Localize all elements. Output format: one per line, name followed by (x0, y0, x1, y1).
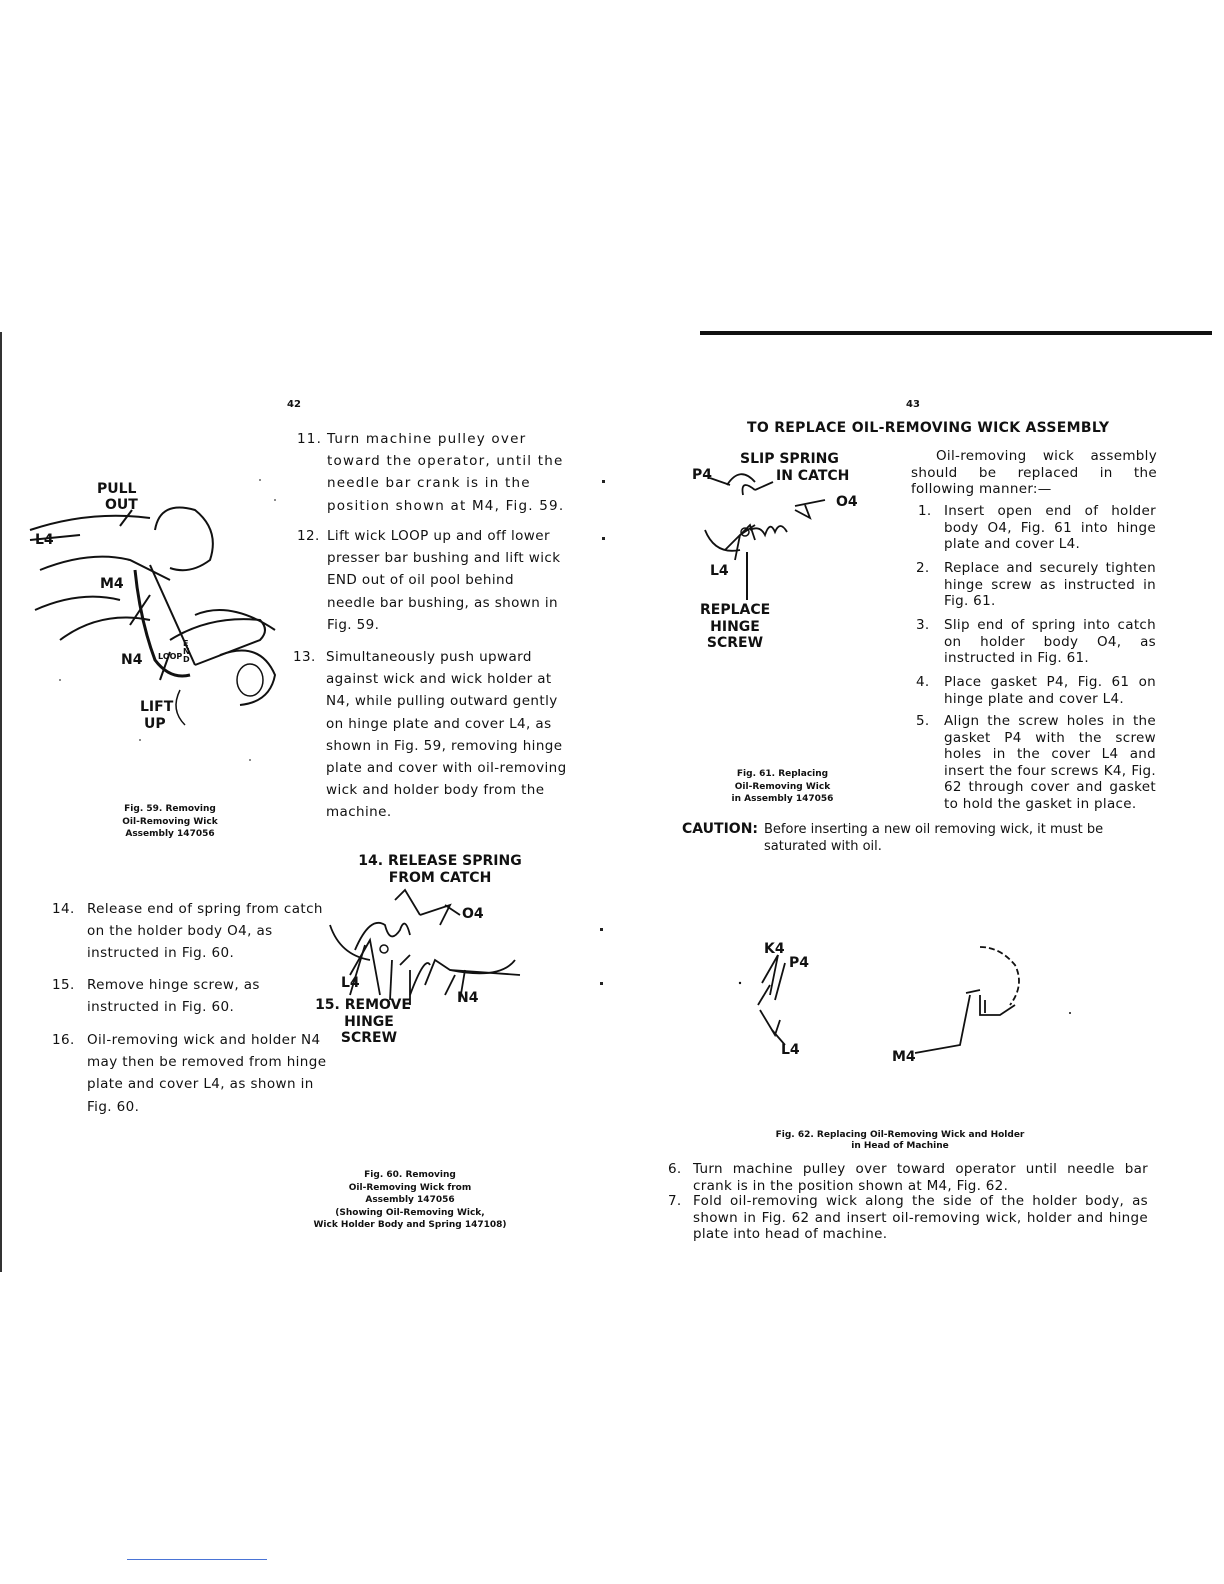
step-number: 6. (668, 1161, 682, 1177)
fig59-label-m4: M4 (100, 576, 124, 592)
step-5 (916, 713, 1156, 813)
fig59-caption-line: Assembly 147056 (125, 829, 215, 839)
fig59-label-lift: LIFT (140, 699, 174, 715)
step-text: Turn machine pulley over toward operator until needle bar crank is in the position shown at M4, Fig. 62. (693, 1161, 1148, 1194)
step-13 (293, 646, 568, 824)
fig60-caption-line: Wick Holder Body and Spring 147108) (313, 1220, 507, 1230)
fig62-label-l4: L4 (781, 1042, 800, 1058)
step-2 (916, 560, 1156, 610)
fig59-label-pull: PULL (97, 481, 137, 497)
fig62-label-k4: K4 (764, 941, 785, 957)
step-number: 12. (297, 528, 320, 544)
step-text: Insert open end of holder body O4, Fig. 61 into hinge plate and cover L4. (944, 503, 1156, 553)
fig61-label-o4: O4 (836, 494, 858, 510)
fig61-label-l4: L4 (710, 563, 729, 579)
step-3 (916, 617, 1156, 667)
fig60-caption (300, 1169, 520, 1232)
fig62-caption-line: in Head of Machine (851, 1141, 949, 1151)
fig59-label-l4: L4 (35, 532, 54, 548)
step-12 (297, 525, 565, 636)
step-text: Place gasket P4, Fig. 61 on hinge plate and cover L4. (944, 674, 1156, 707)
step-1 (918, 503, 1156, 553)
left-edge-line (0, 332, 2, 1272)
step-number: 15. (52, 977, 75, 993)
fig62-label-m4: M4 (892, 1049, 916, 1065)
fig60-label-n4: N4 (457, 990, 479, 1006)
fig60-caption-line: Assembly 147056 (365, 1195, 455, 1205)
step-number: 16. (52, 1032, 75, 1048)
step-text: Slip end of spring into catch on holder body O4, as instructed in Fig. 61. (944, 617, 1156, 667)
fig61-caption-line: in Assembly 147056 (731, 794, 834, 804)
step-text: Turn machine pulley over toward the operator, until the needle bar crank is in the position shown at M4, Fig. 59. (327, 431, 565, 514)
fig59-label-up: UP (144, 716, 166, 732)
step-4 (916, 674, 1156, 707)
page-number-right: 43 (906, 399, 920, 410)
fig61-label-replace (700, 602, 770, 652)
step-16 (52, 1029, 327, 1118)
step-14 (52, 898, 327, 965)
step-text: Simultaneously push upward against wick and wick holder at N4, while pulling outward gently on hinge plate and cover L4, as shown in Fig. 59, removing hinge plate and cover with oil-removing wick and holder body from the machine. (326, 649, 567, 821)
caution-text: Before inserting a new oil removing wick, it must be saturated with oil. (764, 822, 1104, 854)
top-rule (700, 331, 1212, 335)
fig60-label-l4: L4 (341, 975, 360, 991)
fig62-label-p4: P4 (789, 955, 810, 971)
fig60-caption-line: (Showing Oil-Removing Wick, (335, 1207, 485, 1218)
fig60-label-o4: O4 (462, 906, 484, 922)
fig59-caption-line: Fig. 59. Removing (124, 804, 216, 814)
fig60-label-release (340, 853, 540, 886)
step-number: 4. (916, 674, 930, 690)
step-text: Fold oil-removing wick along the side of the holder body, as shown in Fig. 62 and insert oil-removing wick, holder and hinge plate into head of machine. (693, 1193, 1148, 1243)
step-7 (668, 1193, 1148, 1243)
fig61-caption-line: Fig. 61. Replacing (736, 769, 829, 779)
step-text: Release end of spring from catch on the holder body O4, as instructed in Fig. 60. (87, 901, 323, 962)
label-line: HINGE (344, 1013, 394, 1030)
label-line: SLIP SPRING (740, 451, 839, 467)
fig61-caption (715, 768, 850, 806)
fig59-caption (100, 803, 240, 841)
fig61-label-p4: P4 (692, 467, 713, 483)
fig59-label-out: OUT (105, 497, 138, 513)
scan-mark (602, 537, 605, 540)
step-number: 5. (916, 713, 930, 729)
step-number: 3. (916, 617, 930, 633)
fig60-caption-line: Oil-Removing Wick from (348, 1182, 472, 1193)
step-number: 2. (916, 560, 930, 576)
label-line: SCREW (340, 1030, 398, 1046)
caution-note (682, 821, 1154, 855)
label-line: 15. REMOVE (315, 997, 411, 1013)
step-11 (297, 428, 567, 517)
step-text: Remove hinge screw, as instructed in Fig. 60. (87, 977, 260, 1016)
scan-mark (600, 928, 603, 931)
fig61-caption-line: Oil-Removing Wick (734, 781, 831, 792)
fig62-caption (760, 1130, 1040, 1152)
label-line: FROM CATCH (388, 869, 492, 886)
fig61-illustration (695, 467, 865, 610)
step-6 (668, 1161, 1148, 1194)
step-text: Align the screw holes in the gasket P4 with the screw holes in the cover L4 and insert the four screws K4, Fig. 62 through cover and gasket to hold the gasket in place. (944, 713, 1156, 812)
fig59-caption-line: Oil-Removing Wick (122, 816, 218, 827)
page-number-left: 42 (287, 399, 301, 410)
fig62-caption-line: Fig. 62. Replacing Oil-Removing Wick and Holder (775, 1130, 1025, 1140)
step-15 (52, 974, 327, 1018)
step-text: Replace and securely tighten hinge screw as instructed in Fig. 61. (944, 560, 1156, 610)
caution-label: CAUTION: (682, 821, 759, 837)
label-line: IN CATCH (776, 467, 850, 484)
step-text: Lift wick LOOP up and off lower presser bar bushing and lift wick END out of oil pool behind needle bar bushing, as shown in Fig. 59. (327, 528, 561, 633)
step-number: 1. (918, 503, 932, 519)
label-line: HINGE (710, 618, 760, 635)
fig59-label-loop: LOOP (158, 652, 183, 661)
label-line: REPLACE (700, 602, 771, 618)
label-line: SCREW (706, 635, 764, 651)
fig59-label-n4: N4 (121, 652, 143, 668)
fig59-label-end: END (183, 639, 190, 664)
step-number: 14. (52, 901, 75, 917)
scan-mark (600, 982, 603, 985)
fig60-caption-line: Fig. 60. Removing (364, 1170, 456, 1180)
step-number: 11. (297, 431, 323, 447)
scan-mark (602, 480, 605, 483)
label-line: 14. RELEASE SPRING (358, 853, 522, 869)
section-title: TO REPLACE OIL-REMOVING WICK ASSEMBLY (747, 420, 1110, 436)
step-number: 7. (668, 1193, 682, 1209)
step-text: Oil-removing wick and holder N4 may then be removed from hinge plate and cover L4, as shown in Fig. 60. (87, 1032, 327, 1115)
step-number: 13. (293, 649, 316, 665)
bottom-link-rule (127, 1559, 267, 1560)
intro-paragraph: Oil-removing wick assembly should be replaced in the following manner:— (911, 448, 1157, 498)
